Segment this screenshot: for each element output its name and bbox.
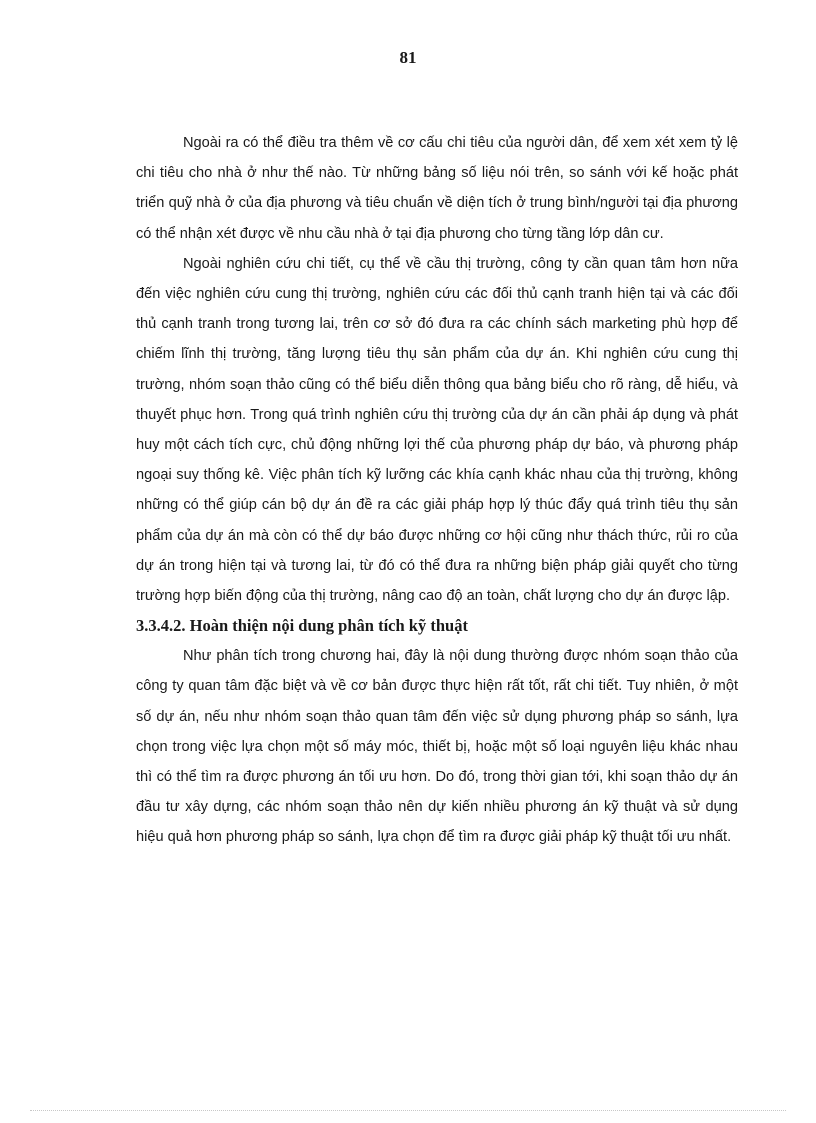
bottom-divider	[30, 1110, 786, 1111]
paragraph-market-supply-research: Ngoài nghiên cứu chi tiết, cụ thể về cầu thị trường, công ty cần quan tâm hơn nữa đến việc nghiên cứu cung thị trường, nghiên cứu các đối thủ cạnh tranh hiện tại và các đối thủ cạnh tranh trong tương lai, trên cơ sở đó đưa ra các chính sách marketing phù hợp để chiếm lĩnh thị trường, tăng lượng tiêu thụ sản phẩm của dự án. Khi nghiên cứu cung thị trường, nhóm soạn thảo cũng có thể biểu diễn thông qua bảng biểu cho rõ ràng, dễ hiểu, và thuyết phục hơn. Trong quá trình nghiên cứu thị trường của dự án cần phải áp dụng và phát huy một cách tích cực, chủ động những lợi thế của phương pháp dự báo, và phương pháp ngoại suy thống kê. Việc phân tích kỹ lưỡng các khía cạnh khác nhau của thị trường, không những có thể giúp cán bộ dự án đề ra các giải pháp hợp lý thúc đẩy quá trình tiêu thụ sản phẩm của dự án mà còn có thể dự báo được những cơ hội cũng như thách thức, rủi ro của dự án trong hiện tại và tương lai, từ đó có thể đưa ra những biện pháp giải quyết cho từng trường hợp biến động của thị trường, nâng cao độ an toàn, chất lượng cho dự án được lập.	[136, 255, 738, 605]
document-body	[136, 128, 738, 853]
paragraph-household-spending: Ngoài ra có thể điều tra thêm về cơ cấu chi tiêu của người dân, để xem xét xem tỷ lệ chi tiêu cho nhà ở như thế nào. Từ những bảng số liệu nói trên, so sánh với kế hoặc phát triển quỹ nhà ở của địa phương và tiêu chuẩn về diện tích ở trung bình/người tại địa phương có thể nhận xét được về nhu cầu nhà ở tại địa phương cho từng tầng lớp dân cư.	[136, 135, 738, 242]
page-number: 81	[399, 48, 417, 67]
section-heading: 3.3.4.2. Hoàn thiện nội dung phân tích kỹ thuật	[136, 616, 468, 636]
paragraph-technical-analysis: Như phân tích trong chương hai, đây là nội dung thường được nhóm soạn thảo của công ty quan tâm đặc biệt và về cơ bản được thực hiện rất tốt, rất chi tiết. Tuy nhiên, ở một số dự án, nếu như nhóm soạn thảo quan tâm đến việc sử dụng phương pháp so sánh, lựa chọn trong việc lựa chọn một số máy móc, thiết bị, hoặc một số loại nguyên liệu khác nhau thì có thể tìm ra được phương án tối ưu hơn. Do đó, trong thời gian tới, khi soạn thảo dự án đầu tư xây dựng, các nhóm soạn thảo nên dự kiến nhiều phương án kỹ thuật và sử dụng hiệu quả hơn phương pháp so sánh, lựa chọn để tìm ra được giải pháp kỹ thuật tối ưu nhất.	[136, 648, 738, 846]
